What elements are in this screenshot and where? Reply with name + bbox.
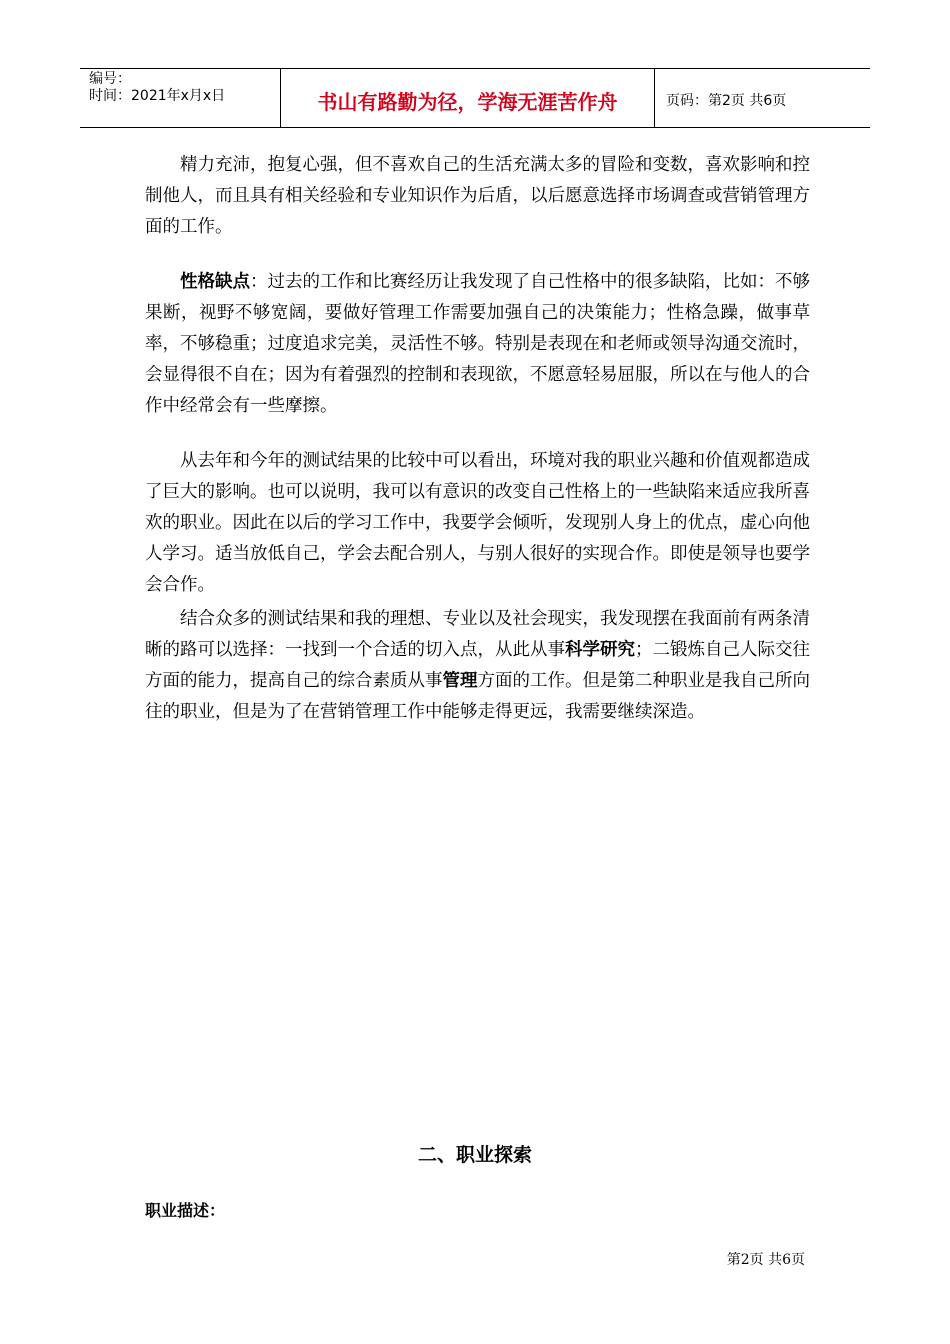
section-subhead: 职业描述： (145, 1201, 226, 1220)
paragraph-weaknesses (145, 267, 810, 422)
career-text-e: 方面的工作。但是第二种职业是我自己所向往的职业，但是为了在营销管理工作中能够走得更远，我需要继续深造。 (145, 671, 810, 722)
section-title: 二、职业探索 (417, 1144, 532, 1166)
paragraph-career-paths (145, 604, 810, 728)
serial-number-label: 编号： (89, 71, 131, 87)
paragraph-strengths: 精力充沛，抱复心强，但不喜欢自己的生活充满太多的冒险和变数，喜欢影响和控制他人，而且具有相关经验和专业知识作为后盾，以后愿意选择市场调查或营销管理方面的工作。 (145, 155, 810, 237)
career-text-a: 结合众多的测试结果和我的理想、专业以及社会现实，我发现摆在我面前有两条清晰的路可以选择：一找到一个合适的切入点，从此从事 (145, 609, 810, 660)
header-motto: 书山有路勤为径，学海无涯苦作舟 (281, 69, 655, 127)
paragraph-comparison: 从去年和今年的测试结果的比较中可以看出，环境对我的职业兴趣和价值观都造成了巨大的影响。也可以说明，我可以有意识的改变自己性格上的一些缺陷来适应我所喜欢的职业。因此在以后的学习工作中，我要学会倾听，发现别人身上的优点，虚心向他人学习。适当放低自己，学会去配合别人，与别人很好的实现合作。即使是领导也要学会合作。 (145, 451, 810, 595)
date-label: 时间：2021年x月x日 (89, 88, 226, 104)
career-management-bold: 管理 (442, 671, 478, 691)
document-body (145, 150, 810, 728)
career-research-bold: 科学研究 (565, 640, 635, 660)
page-header (80, 68, 870, 128)
weakness-text: ：过去的工作和比赛经历让我发现了自己性格中的很多缺陷，比如：不够果断，视野不够宽阔，要做好管理工作需要加强自己的决策能力；性格急躁，做事草率，不够稳重；过度追求完美，灵活性不够。特别是表现在和老师或领导沟通交流时，会显得很不自在；因为有着强烈的控制和表现欲，不愿意轻易屈服，所以在与他人的合作中经常会有一些摩擦。 (145, 272, 810, 416)
page-footer: 第2页 共6页 (726, 1252, 805, 1268)
career-text-c: ；二锻炼自己人际交往方面的能力，提高自己的综合素质从事 (145, 640, 810, 691)
header-page-code: 页码：第2页 共6页 (666, 93, 787, 109)
header-meta (80, 69, 281, 127)
weakness-label: 性格缺点 (180, 272, 250, 292)
